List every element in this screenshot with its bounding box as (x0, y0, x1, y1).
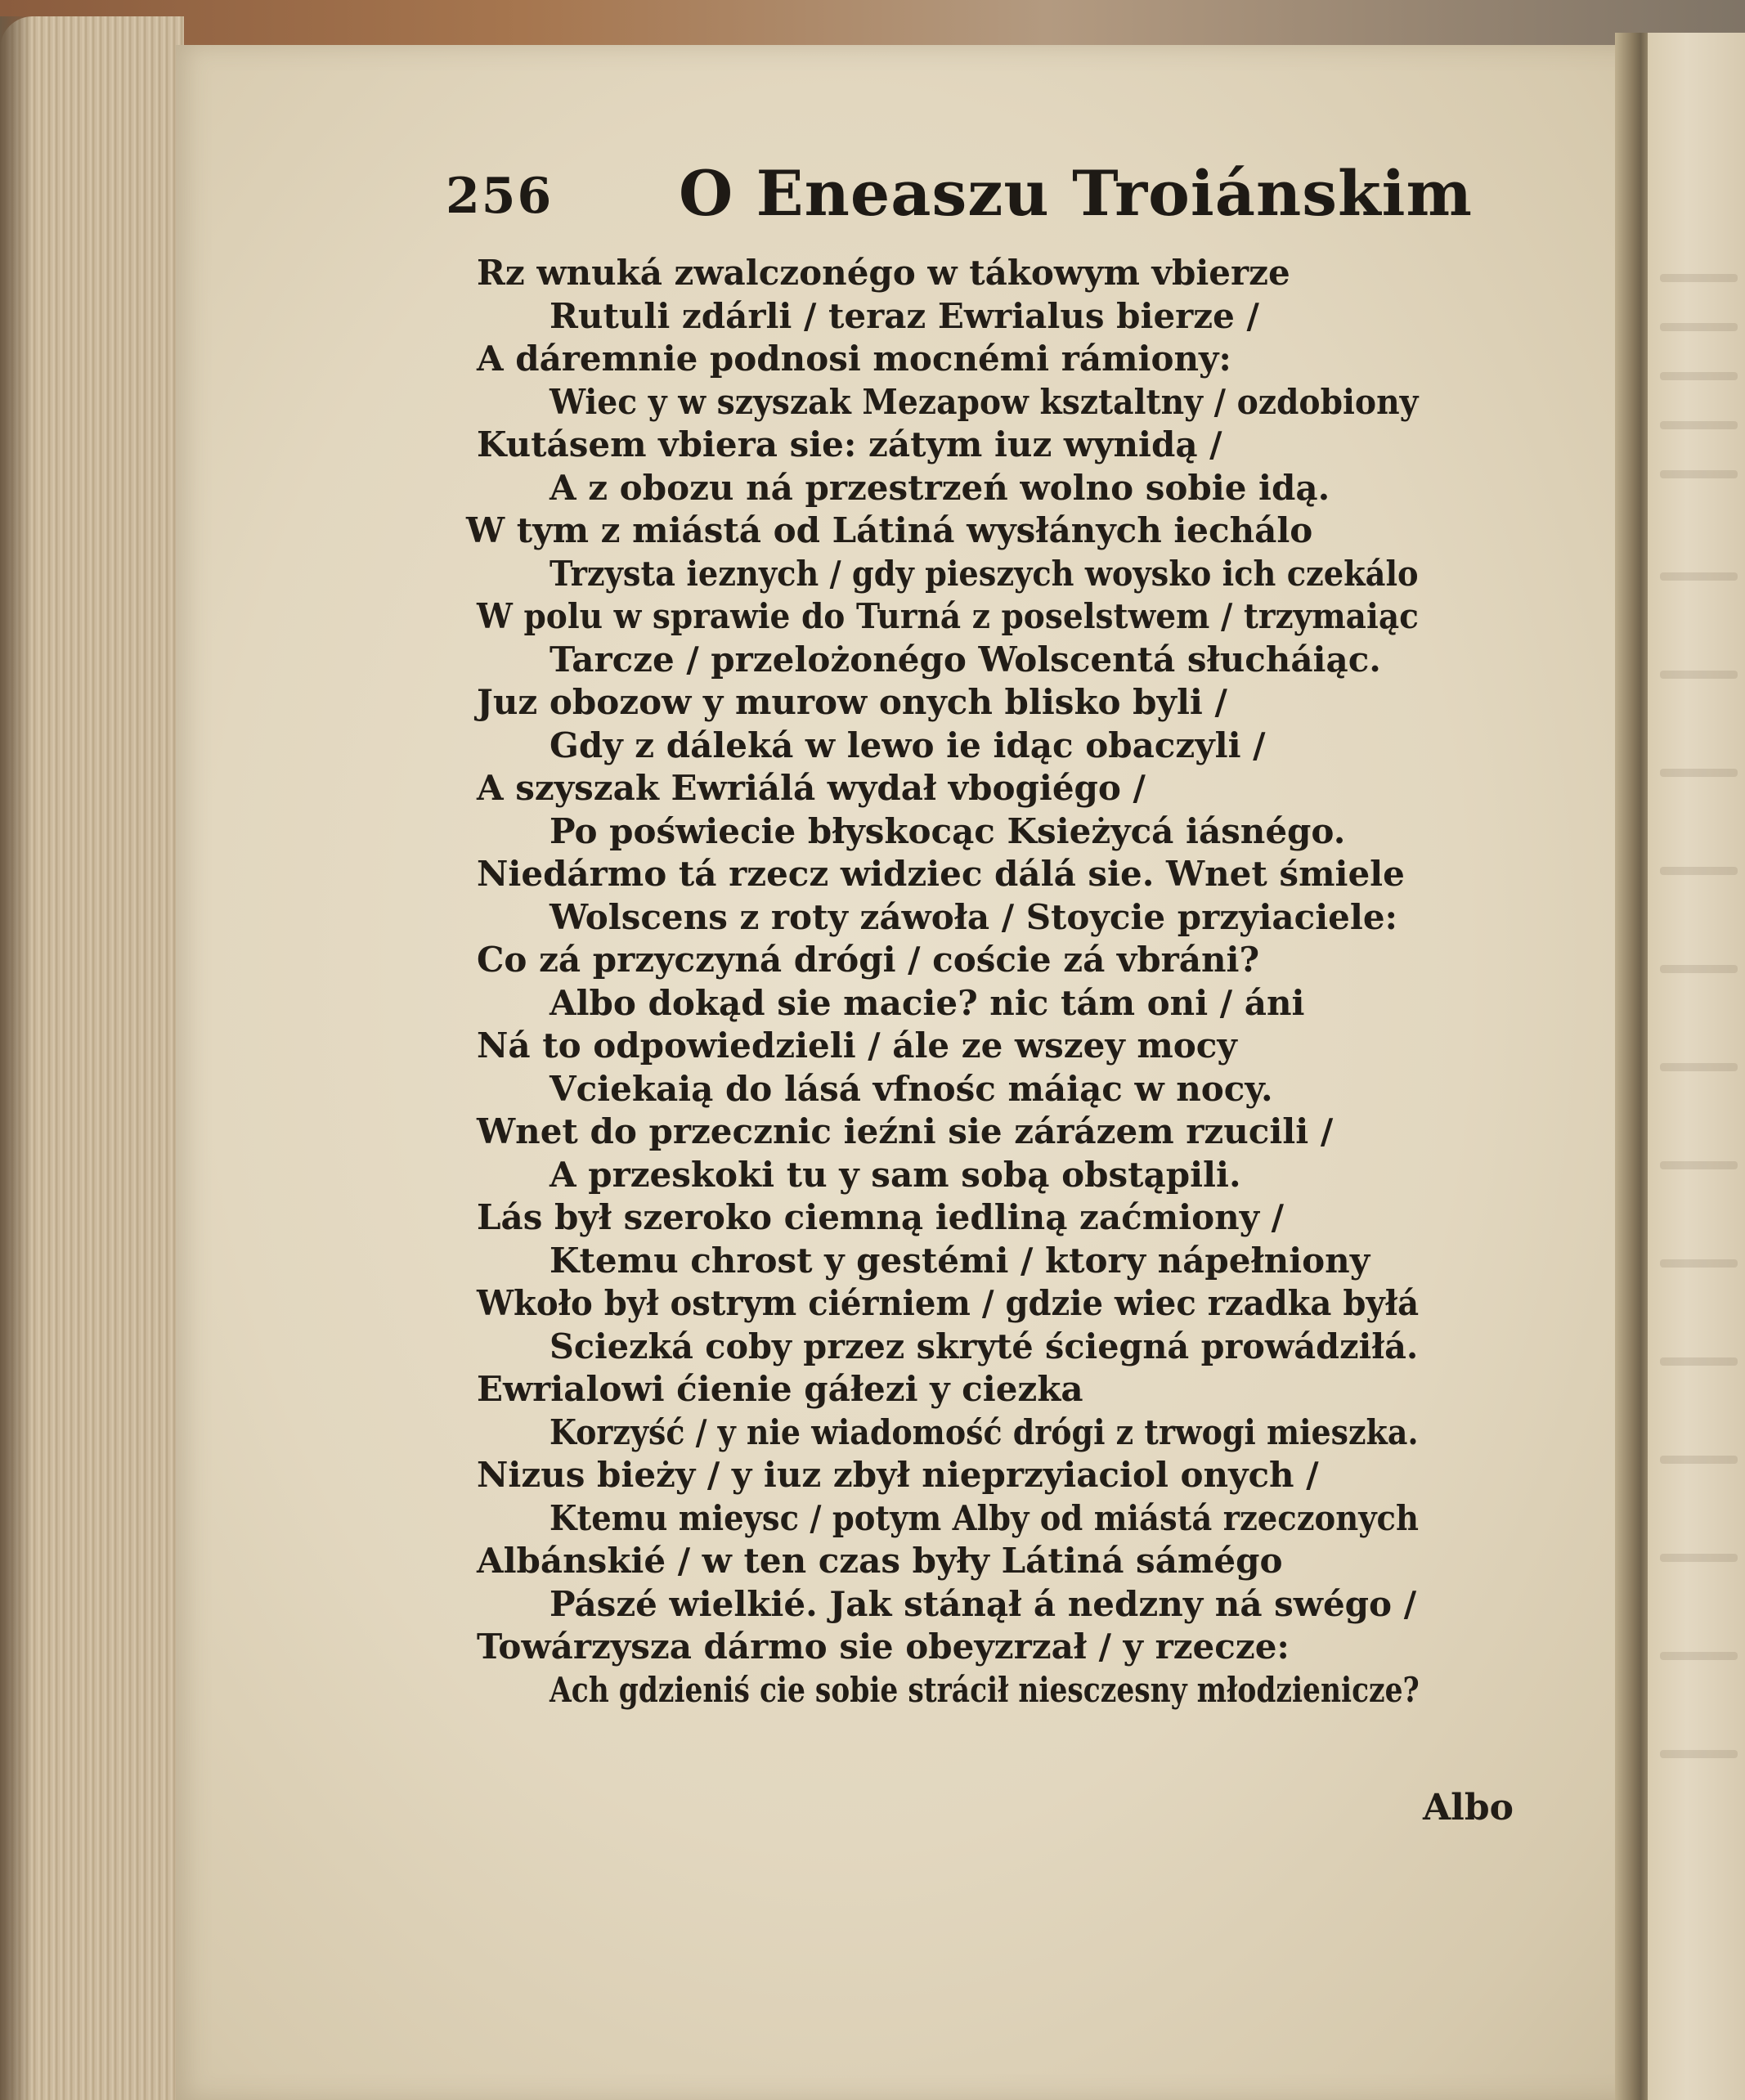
running-title: O Eneaszu Troiánskim (679, 157, 1473, 230)
verse-line: Gdy z dáleká w lewo ie idąc obaczyli / (550, 725, 1266, 765)
book-gutter (1615, 33, 1652, 2100)
show-through-line (1660, 769, 1738, 777)
show-through-line (1660, 1259, 1738, 1268)
verse-line: Wkoło był ostrym ciérniem / gdzie wiec rzadka byłá (477, 1283, 1420, 1323)
verse-line: W polu w sprawie do Turná z poselstwem / trzymaiąc (477, 596, 1419, 636)
verse-line: Ktemu mieysc / potym Alby od miástá rzeczonych (550, 1498, 1419, 1538)
verse-line: Tarcze / przelożonégo Wolscentá słucháiąc. (550, 639, 1381, 680)
verse-line: Vciekaią do lásá vfnośc máiąc w nocy. (550, 1069, 1273, 1109)
show-through-line (1660, 323, 1738, 331)
show-through-line (1660, 372, 1738, 380)
verse-line: Albánskié / w ten czas były Látiná sámégo (477, 1541, 1283, 1581)
verse-line: A z obozu ná przestrzeń wolno sobie idą. (550, 468, 1330, 508)
show-through-line (1660, 965, 1738, 973)
background-top (0, 0, 1745, 49)
verse-line: Ach gdzieniś cie sobie strácił niesczesny młodzienicze? (550, 1670, 1420, 1710)
verse-line: A dáremnie podnosi mocnémi rámiony: (477, 339, 1231, 379)
verse-line: Albo dokąd sie macie? nic tám oni / áni (550, 983, 1305, 1023)
verse-line: W tym z miástá od Látiná wysłánych iechálo (466, 510, 1313, 550)
verse-line: Juz obozow y murow onych blisko byli / (477, 682, 1227, 722)
show-through-line (1660, 274, 1738, 282)
verse-line: Kutásem vbiera sie: zátym iuz wynidą / (477, 424, 1222, 464)
show-through-line (1660, 671, 1738, 679)
show-through-line (1660, 421, 1738, 429)
verse-line: Korzyść / y nie wiadomość drógi z trwogi mieszka. (550, 1412, 1419, 1452)
verse-line: A szyszak Ewriálá wydał vbogiégo / (477, 768, 1146, 808)
verse-line: Nizus bieży / y iuz zbył nieprzyiaciol onych / (477, 1455, 1319, 1495)
verse-line: Wolscens z roty záwoła / Stoycie przyiaciele: (550, 897, 1398, 937)
verse-line: Niedármo tá rzecz widziec dálá sie. Wnet śmiele (477, 854, 1405, 894)
verse-line: Sciezká coby przez skryté ściegná prowádziłá. (550, 1326, 1419, 1366)
verse-line: Pászé wielkié. Jak stánął á nedzny ná swégo / (550, 1584, 1417, 1624)
show-through-line (1660, 1063, 1738, 1071)
verse-line: Co zá przyczyná drógi / coście zá vbráni? (477, 940, 1260, 980)
verse-line: Ewrialowi ćienie gáłezi y ciezka (477, 1369, 1083, 1409)
show-through-line (1660, 1652, 1738, 1660)
verse-line: Ná to odpowiedzieli / ále ze wszey mocy (477, 1025, 1237, 1066)
show-through-line (1660, 1456, 1738, 1464)
verse-line: Po poświecie błyskocąc Ksieżycá iásnégo. (550, 811, 1346, 851)
show-through-line (1660, 1357, 1738, 1366)
show-through-line (1660, 1750, 1738, 1758)
show-through-line (1660, 867, 1738, 875)
show-through-line (1660, 470, 1738, 478)
verse-line: A przeskoki tu y sam sobą obstąpili. (550, 1155, 1241, 1195)
page-number: 256 (446, 168, 554, 225)
verse-line: Rutuli zdárli / teraz Ewrialus bierze / (550, 296, 1259, 336)
verse-line: Lás był szeroko ciemną iedliną zaćmiony / (477, 1197, 1284, 1237)
catchword: Albo (1423, 1787, 1514, 1829)
edge-shadow (0, 16, 33, 2100)
verse-line: Ktemu chrost y gestémi / ktory nápełniony (550, 1241, 1370, 1281)
verse-line: Towárzysza dármo sie obeyzrzał / y rzecze: (477, 1627, 1290, 1667)
facing-page (1648, 33, 1745, 2100)
verse-line: Rz wnuká zwalczonégo w tákowym vbierze (477, 253, 1290, 293)
show-through-line (1660, 1161, 1738, 1169)
show-through-line (1660, 1554, 1738, 1562)
verse-line: Wiec y w szyszak Mezapow ksztaltny / ozdobiony (550, 382, 1419, 422)
verse-line: Wnet do przecznic ieźni sie zárázem rzucili / (477, 1111, 1334, 1151)
show-through-line (1660, 572, 1738, 581)
verse-line: Trzysta ieznych / gdy pieszych woysko ich czekálo (550, 554, 1419, 594)
